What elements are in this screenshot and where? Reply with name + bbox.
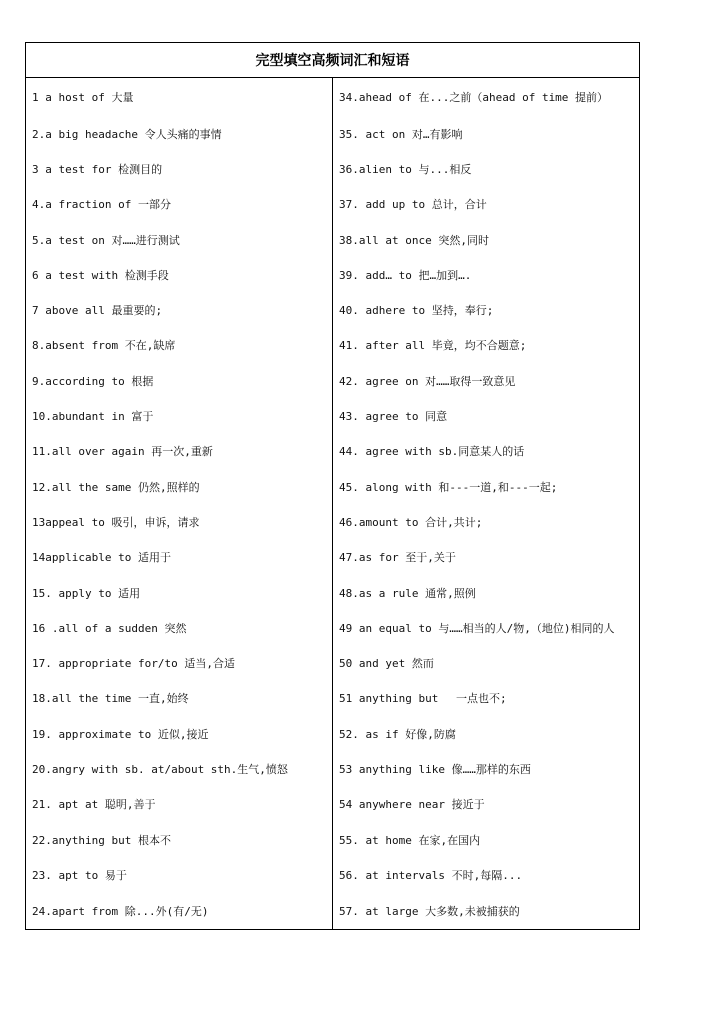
phrase-cell-left: 10.abundant in 富于: [26, 398, 333, 433]
vocabulary-table: [25, 42, 640, 930]
phrase-cell-left: 5.a test on 对……进行测试: [26, 222, 333, 257]
table-title-row: [26, 43, 640, 78]
table-row: [26, 151, 640, 186]
phrase-cell-right: 35. act on 对…有影响: [333, 116, 640, 151]
table-title: 完型填空高频词汇和短语: [26, 43, 640, 78]
phrase-cell-left: 23. apt to 易于: [26, 857, 333, 892]
phrase-cell-left: 1 a host of 大量: [26, 78, 333, 117]
phrase-cell-left: 7 above all 最重要的;: [26, 292, 333, 327]
table-row: [26, 893, 640, 930]
phrase-cell-left: 14applicable to 适用于: [26, 540, 333, 575]
phrase-cell-right: 48.as a rule 通常,照例: [333, 575, 640, 610]
table-row: [26, 434, 640, 469]
table-row: [26, 292, 640, 327]
phrase-cell-left: 19. approximate to 近似,接近: [26, 716, 333, 751]
phrase-cell-left: 8.absent from 不在,缺席: [26, 328, 333, 363]
phrase-cell-right: 51 anything but 一点也不;: [333, 681, 640, 716]
phrase-cell-right: 46.amount to 合计,共计;: [333, 504, 640, 539]
phrase-cell-right: 39. add… to 把…加到….: [333, 257, 640, 292]
table-row: [26, 469, 640, 504]
phrase-cell-left: 17. appropriate for/to 适当,合适: [26, 645, 333, 680]
phrase-cell-left: 4.a fraction of 一部分: [26, 187, 333, 222]
table-row: [26, 398, 640, 433]
phrase-cell-right: 37. add up to 总计，合计: [333, 187, 640, 222]
phrase-cell-right: 42. agree on 对……取得一致意见: [333, 363, 640, 398]
phrase-cell-right: 40. adhere to 坚持，奉行;: [333, 292, 640, 327]
phrase-cell-left: 6 a test with 检测手段: [26, 257, 333, 292]
phrase-cell-left: 12.all the same 仍然,照样的: [26, 469, 333, 504]
phrase-cell-left: 11.all over again 再一次,重新: [26, 434, 333, 469]
phrase-cell-right: 38.all at once 突然,同时: [333, 222, 640, 257]
phrase-cell-right: 50 and yet 然而: [333, 645, 640, 680]
table-row: [26, 540, 640, 575]
table-row: [26, 116, 640, 151]
phrase-cell-left: 9.according to 根据: [26, 363, 333, 398]
table-row: [26, 504, 640, 539]
table-row: [26, 857, 640, 892]
phrase-cell-left: 2.a big headache 令人头痛的事情: [26, 116, 333, 151]
phrase-cell-left: 13appeal to 吸引，申诉，请求: [26, 504, 333, 539]
phrase-cell-right: 57. at large 大多数,未被捕获的: [333, 893, 640, 930]
table-row: [26, 363, 640, 398]
phrase-cell-right: 41. after all 毕竟，均不合题意;: [333, 328, 640, 363]
table-row: [26, 716, 640, 751]
table-row: [26, 681, 640, 716]
phrase-cell-right: 45. along with 和---一道,和---一起;: [333, 469, 640, 504]
table-row: [26, 575, 640, 610]
phrase-cell-left: 18.all the time 一直,始终: [26, 681, 333, 716]
phrase-cell-right: 55. at home 在家,在国内: [333, 822, 640, 857]
phrase-cell-right: 49 an equal to 与……相当的人/物,（地位)相同的人: [333, 610, 640, 645]
phrase-cell-right: 34.ahead of 在...之前（ahead of time 提前）: [333, 78, 640, 117]
phrase-cell-right: 54 anywhere near 接近于: [333, 787, 640, 822]
table-body: [26, 78, 640, 930]
phrase-cell-left: 21. apt at 聪明,善于: [26, 787, 333, 822]
table-row: [26, 787, 640, 822]
phrase-cell-right: 47.as for 至于,关于: [333, 540, 640, 575]
phrase-cell-right: 44. agree with sb.同意某人的话: [333, 434, 640, 469]
table-row: [26, 187, 640, 222]
phrase-cell-right: 52. as if 好像,防腐: [333, 716, 640, 751]
table-row: [26, 328, 640, 363]
table-row: [26, 257, 640, 292]
phrase-cell-left: 20.angry with sb. at/about sth.生气,愤怒: [26, 751, 333, 786]
table-row: [26, 78, 640, 117]
phrase-cell-left: 15. apply to 适用: [26, 575, 333, 610]
phrase-cell-left: 24.apart from 除...外(有/无): [26, 893, 333, 930]
phrase-cell-right: 36.alien to 与...相反: [333, 151, 640, 186]
phrase-cell-right: 53 anything like 像……那样的东西: [333, 751, 640, 786]
phrase-cell-left: 22.anything but 根本不: [26, 822, 333, 857]
phrase-cell-left: 16 .all of a sudden 突然: [26, 610, 333, 645]
table-row: [26, 822, 640, 857]
table-row: [26, 751, 640, 786]
table-row: [26, 222, 640, 257]
phrase-cell-left: 3 a test for 检测目的: [26, 151, 333, 186]
phrase-cell-right: 43. agree to 同意: [333, 398, 640, 433]
phrase-cell-right: 56. at intervals 不时,每隔...: [333, 857, 640, 892]
table-row: [26, 645, 640, 680]
table-row: [26, 610, 640, 645]
